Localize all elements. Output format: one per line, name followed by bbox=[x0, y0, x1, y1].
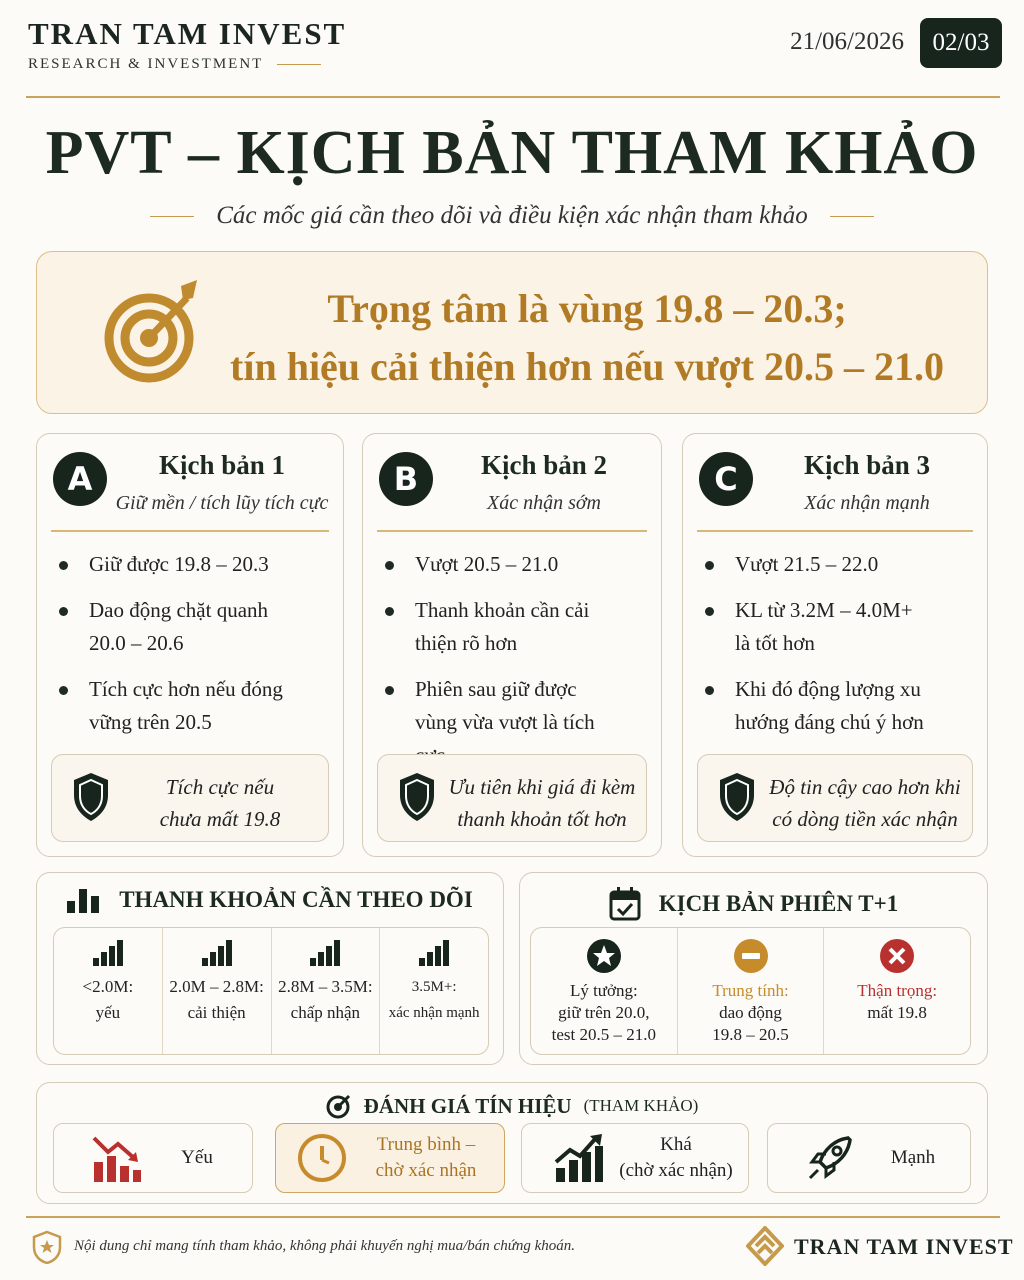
footer-divider bbox=[26, 1216, 1000, 1218]
signal-level-medium bbox=[275, 1123, 505, 1193]
label-line: yếu bbox=[95, 1003, 121, 1022]
note-line: chưa mất 19.8 bbox=[159, 807, 281, 831]
signal-level-weak bbox=[53, 1123, 253, 1193]
target-icon bbox=[103, 276, 203, 386]
signal-label bbox=[142, 1145, 252, 1171]
signal-title-note: (THAM KHẢO) bbox=[583, 1096, 699, 1115]
label-line: Thận trọng: bbox=[857, 981, 938, 1000]
list-item: Khi đó động lượng xu hướng đáng chú ý hơn bbox=[703, 673, 965, 739]
scenario-bullets bbox=[383, 548, 651, 785]
liquidity-level bbox=[380, 928, 488, 1054]
signal-bars-icon bbox=[419, 940, 449, 966]
note-line: có dòng tiền xác nhận bbox=[772, 807, 958, 831]
t1-scenario-panel bbox=[519, 872, 988, 1065]
scenario-subtitle: Xác nhận sớm bbox=[487, 492, 601, 514]
rocket-icon bbox=[804, 1132, 856, 1184]
divider bbox=[51, 530, 329, 532]
scenario-note bbox=[697, 754, 973, 842]
signal-level-good bbox=[521, 1123, 749, 1193]
label-line: 2.0M – 2.8M: bbox=[169, 977, 264, 996]
signal-title: ĐÁNH GIÁ TÍN HIỆU bbox=[363, 1093, 572, 1118]
focus-line-2: tín hiệu cải thiện hơn nếu vượt 20.5 – 21.0 bbox=[230, 344, 944, 389]
label-line: Mạnh bbox=[890, 1147, 936, 1168]
t1-title: KỊCH BẢN PHIÊN T+1 bbox=[658, 891, 899, 916]
signal-label bbox=[604, 1132, 748, 1184]
shield-star-icon bbox=[32, 1230, 62, 1264]
signal-level-strong bbox=[767, 1123, 971, 1193]
liquidity-label bbox=[83, 974, 134, 1026]
label-line: Khá bbox=[660, 1134, 692, 1155]
close-circle-icon bbox=[879, 938, 915, 974]
list-item: Thanh khoản cần cải thiện rõ hơn bbox=[383, 594, 633, 660]
list-item: Vượt 21.5 – 22.0 bbox=[703, 548, 977, 581]
scenario-note bbox=[377, 754, 647, 842]
focus-line-1: Trọng tâm là vùng 19.8 – 20.3; bbox=[327, 286, 847, 331]
note-text bbox=[448, 771, 636, 835]
footer-brand: TRAN TAM INVEST bbox=[794, 1234, 1014, 1259]
scenario-subtitle: Giữ mền / tích lũy tích cực bbox=[115, 492, 329, 514]
label-line: Lý tưởng: bbox=[569, 981, 638, 1000]
page-subtitle bbox=[0, 202, 1024, 230]
header-divider bbox=[26, 96, 1000, 98]
page-number-badge: 02/03 bbox=[920, 18, 1002, 68]
scenario-card-a bbox=[36, 433, 344, 857]
signal-label bbox=[856, 1145, 970, 1171]
scenario-letter-badge: A bbox=[53, 452, 107, 506]
brand-sub-text: RESEARCH & INVESTMENT bbox=[28, 56, 264, 72]
brand-name: TRAN TAM INVEST bbox=[28, 16, 347, 51]
label-line: (chờ xác nhận) bbox=[619, 1160, 733, 1181]
page-title: PVT – KỊCH BẢN THAM KHẢO bbox=[45, 119, 979, 187]
bar-chart-icon bbox=[67, 887, 101, 913]
list-item: Giữ được 19.8 – 20.3 bbox=[57, 548, 333, 581]
label-line: xác nhận mạnh bbox=[388, 1005, 480, 1021]
shield-icon bbox=[72, 771, 110, 823]
scenario-letter-badge: B bbox=[379, 452, 433, 506]
list-item: Vượt 20.5 – 21.0 bbox=[383, 548, 651, 581]
list-item: Phiên sau giữ được vùng vừa vượt là tích bbox=[383, 673, 623, 772]
note-text bbox=[122, 771, 318, 835]
label-line: giữ trên 20.0, bbox=[558, 1003, 650, 1022]
divider bbox=[377, 530, 647, 532]
scenario-note bbox=[51, 754, 329, 842]
shield-icon bbox=[718, 771, 756, 823]
divider bbox=[697, 530, 973, 532]
list-item: KL từ 3.2M – 4.0M+ là tốt hơn bbox=[703, 594, 923, 660]
label-line: chấp nhận bbox=[290, 1003, 361, 1022]
t1-outcome-label bbox=[857, 980, 937, 1024]
target-icon bbox=[326, 1093, 352, 1119]
focus-banner bbox=[36, 251, 988, 414]
signal-bars-icon bbox=[93, 940, 123, 966]
minus-circle-icon bbox=[733, 938, 769, 974]
t1-outcome-caution bbox=[824, 928, 970, 1054]
label-line: 3.5M+: bbox=[411, 979, 457, 995]
liquidity-title: THANH KHOẢN CẦN THEO DÕI bbox=[119, 887, 473, 912]
scenario-title: Kịch bản 3 bbox=[803, 450, 931, 480]
list-item: Dao động chặt quanh 20.0 – 20.6 bbox=[57, 594, 277, 660]
report-date: 21/06/2026 bbox=[790, 28, 904, 55]
scenario-card-b bbox=[362, 433, 662, 857]
focus-statement bbox=[207, 280, 967, 396]
liquidity-label bbox=[169, 974, 263, 1026]
scenario-card-c bbox=[682, 433, 988, 857]
label-line: 2.8M – 3.5M: bbox=[278, 977, 373, 996]
label-line: dao động bbox=[719, 1003, 782, 1022]
liquidity-label bbox=[278, 974, 372, 1026]
chart-up-icon bbox=[552, 1132, 604, 1184]
liquidity-label bbox=[389, 974, 480, 1026]
liquidity-level bbox=[272, 928, 381, 1054]
clock-icon bbox=[296, 1132, 348, 1184]
t1-outcome-ideal bbox=[531, 928, 678, 1054]
subtitle-text: Các mốc giá cần theo dõi và điều kiện xác nhận tham khảo bbox=[216, 202, 808, 229]
brand-logo-icon bbox=[746, 1226, 784, 1266]
scenario-bullets bbox=[57, 548, 333, 752]
brand-subtitle bbox=[28, 56, 346, 73]
scenario-subtitle: Xác nhận mạnh bbox=[804, 492, 930, 514]
label-line: Trung tính: bbox=[712, 981, 789, 1000]
label-line: 19.8 – 20.5 bbox=[712, 1025, 789, 1044]
list-item: Tích cực hơn nếu đóng vững trên 20.5 bbox=[57, 673, 297, 739]
label-line: Trung bình – bbox=[376, 1134, 476, 1155]
label-line: Yếu bbox=[181, 1147, 213, 1168]
divider bbox=[277, 64, 321, 65]
star-icon bbox=[586, 938, 622, 974]
divider bbox=[830, 216, 874, 217]
brand-block bbox=[28, 16, 346, 73]
signal-bars-icon bbox=[310, 940, 340, 966]
divider bbox=[150, 216, 194, 217]
scenario-title: Kịch bản 2 bbox=[480, 450, 608, 480]
note-text bbox=[768, 771, 962, 835]
scenario-title: Kịch bản 1 bbox=[158, 450, 286, 480]
liquidity-level bbox=[54, 928, 163, 1054]
calendar-check-icon bbox=[609, 887, 641, 921]
label-line: cải thiện bbox=[187, 1003, 246, 1022]
shield-icon bbox=[398, 771, 436, 823]
disclaimer: Nội dung chỉ mang tính tham khảo, không phải khuyến nghị mua/bán chứng khoán. bbox=[74, 1238, 576, 1254]
note-line: Độ tin cậy cao hơn khi bbox=[769, 775, 961, 799]
label-line: mất 19.8 bbox=[867, 1003, 927, 1022]
t1-outcome-label bbox=[712, 980, 789, 1046]
scenario-bullets bbox=[703, 548, 977, 752]
scenario-letter-badge: C bbox=[699, 452, 753, 506]
liquidity-panel bbox=[36, 872, 504, 1065]
signal-header bbox=[37, 1093, 987, 1119]
t1-outcomes bbox=[530, 927, 971, 1055]
note-line: thanh khoản tốt hơn bbox=[457, 807, 627, 831]
signal-bars-icon bbox=[202, 940, 232, 966]
label-line: <2.0M: bbox=[82, 977, 134, 996]
chart-down-icon bbox=[90, 1132, 142, 1184]
signal-assessment-panel bbox=[36, 1082, 988, 1204]
note-line: Tích cực nếu bbox=[165, 775, 275, 799]
note-line: Ưu tiên khi giá đi kèm bbox=[448, 775, 636, 799]
liquidity-level bbox=[163, 928, 272, 1054]
t1-outcome-label bbox=[552, 980, 656, 1046]
t1-header bbox=[520, 887, 987, 921]
label-line: chờ xác nhận bbox=[375, 1160, 477, 1181]
label-line: test 20.5 – 21.0 bbox=[551, 1025, 657, 1044]
liquidity-levels bbox=[53, 927, 489, 1055]
t1-outcome-neutral bbox=[678, 928, 825, 1054]
signal-label bbox=[348, 1132, 504, 1184]
liquidity-header bbox=[37, 887, 503, 913]
